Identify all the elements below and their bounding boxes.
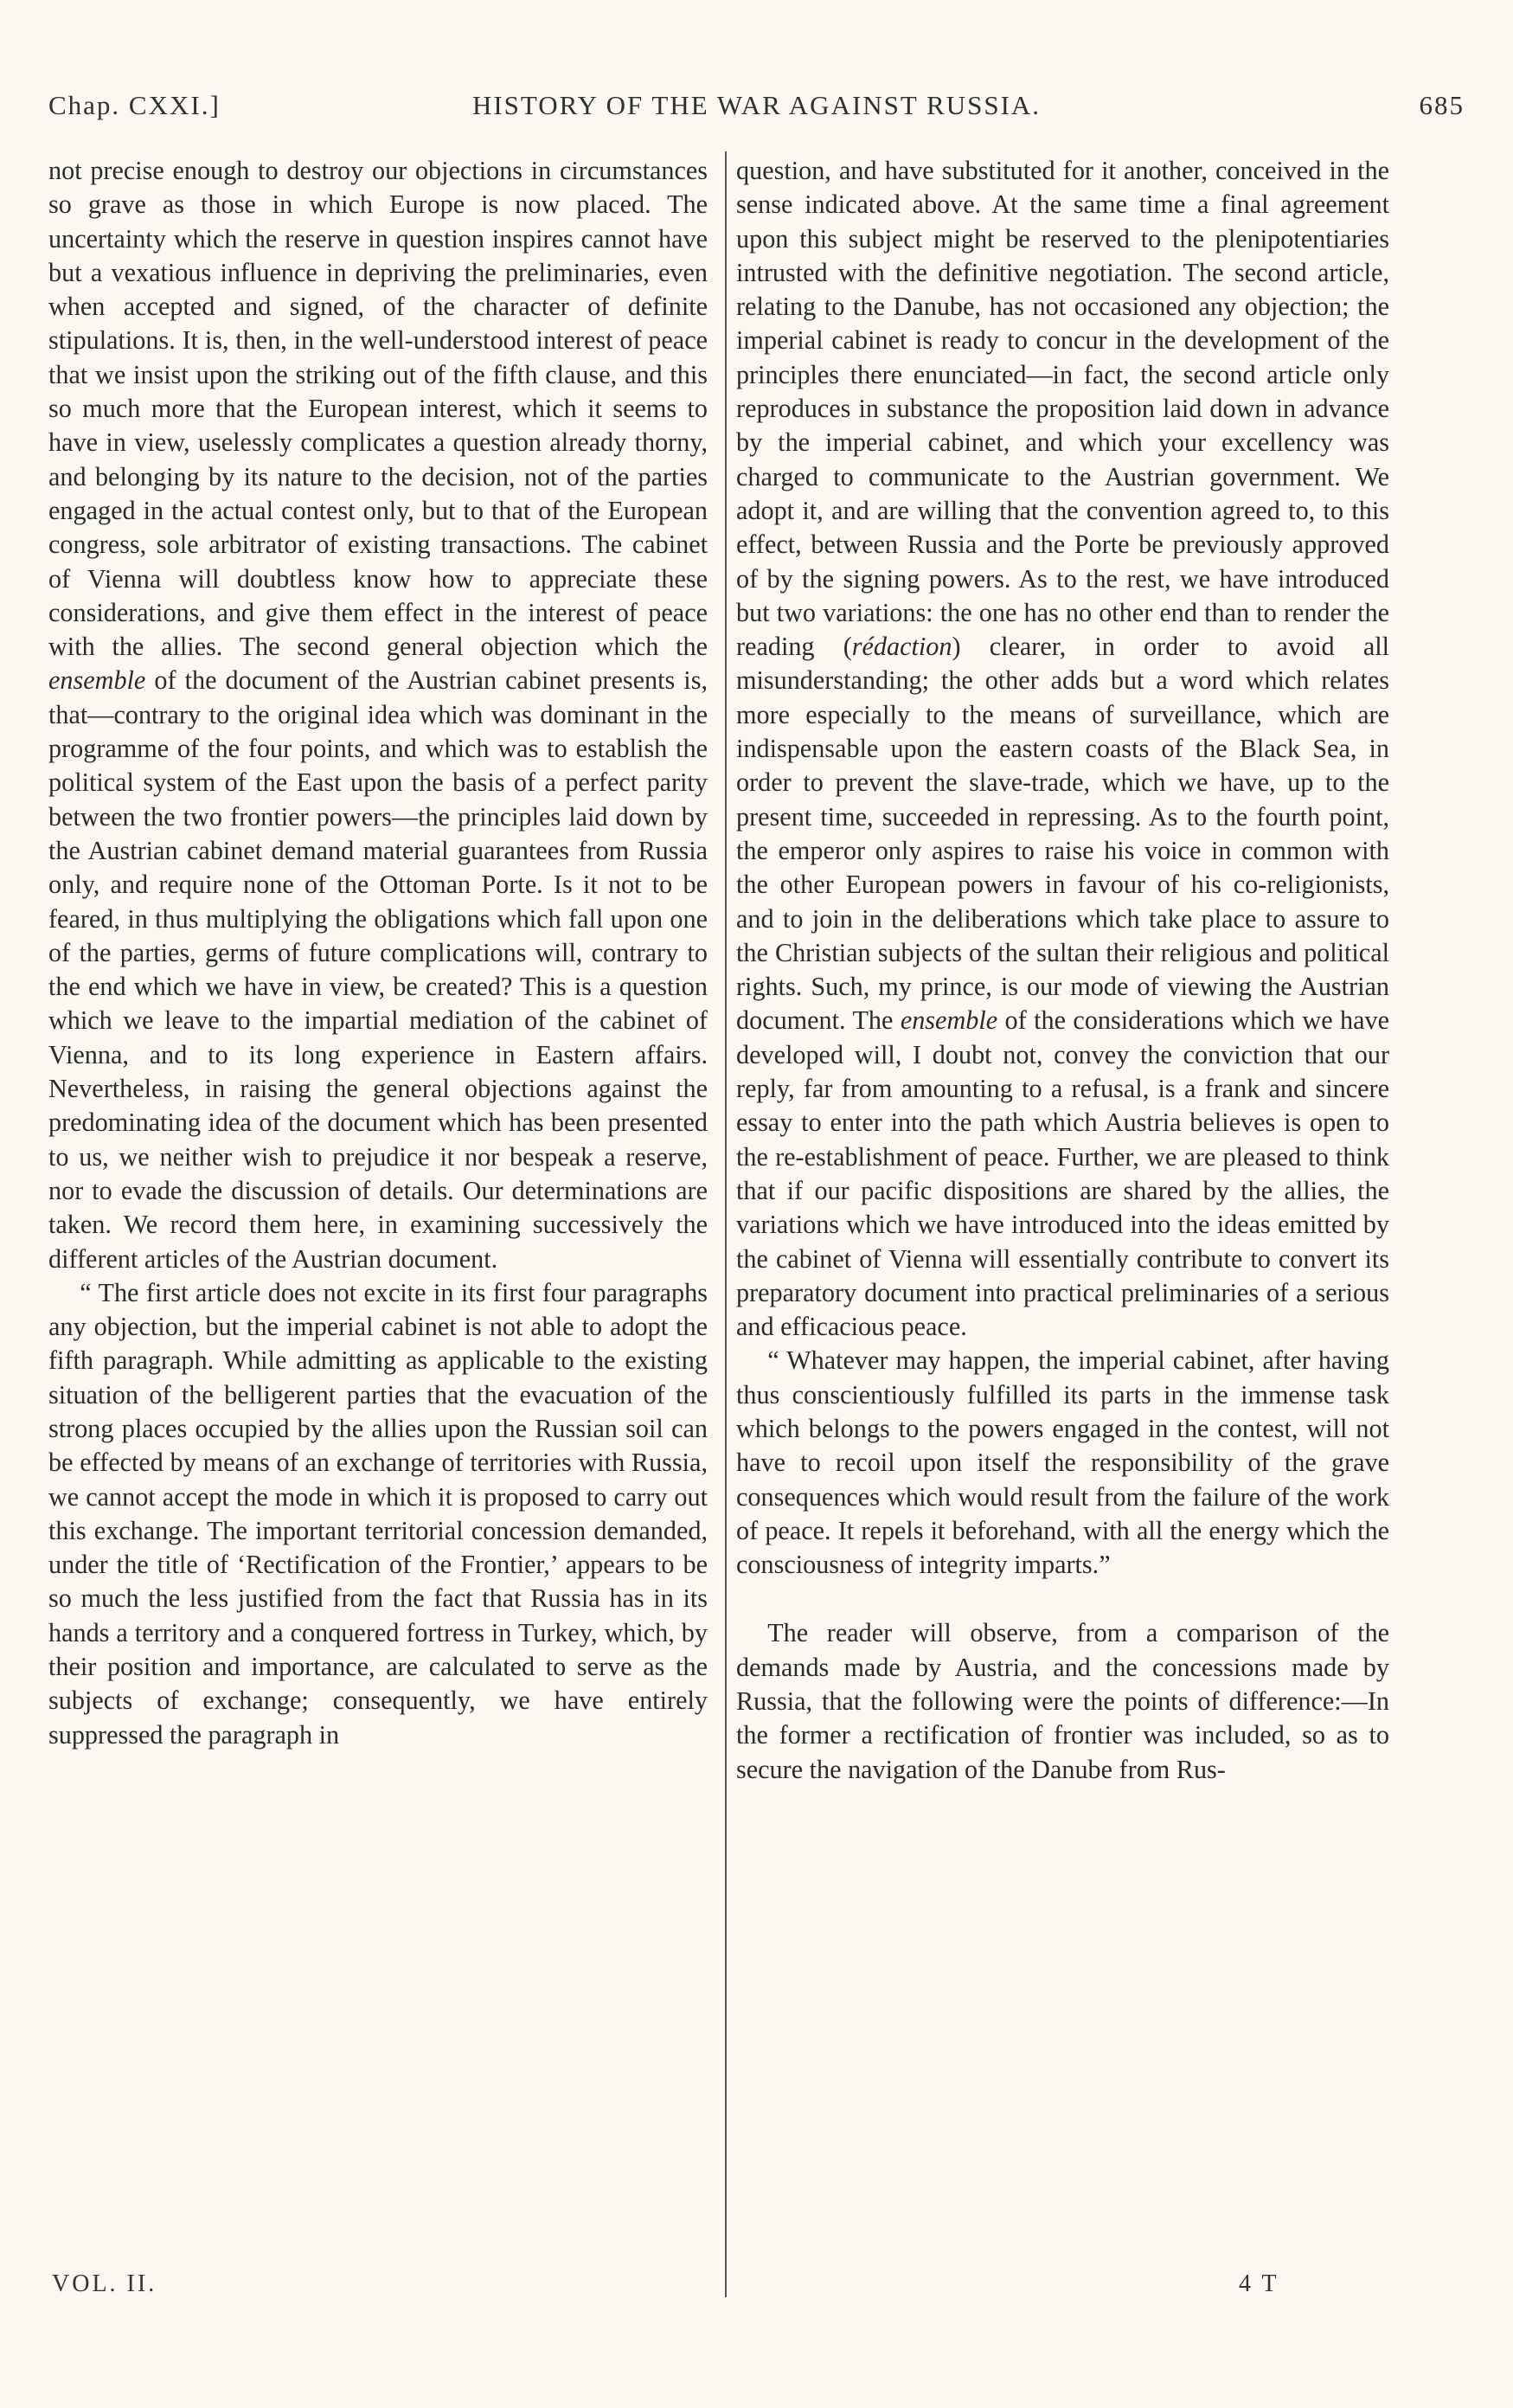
column-divider — [725, 151, 727, 2297]
right-paragraph-3: The reader will observe, from a comparison of the demands made by Austria, and the concessions made by Russia, that the following were the points of difference:—In the former a rectification of frontier was included, so as to secure the navigation of the Danube from Rus- — [736, 1618, 1389, 1784]
text-run: of the considerations which we have developed will, I doubt not, convey the conviction that our reply, far from amounting to a refusal, is a frank and sincere essay to enter into the path which Austria believes is open to the re-establishment of peace. Further, we are pleased to think that if our pacific dispositions are shared by the allies, the variations which we have introduced into the ideas emitted by the cabinet of Vienna will essentially contribute to convert its preparatory document into practical preliminaries of a serious and efficacious peace. — [736, 1005, 1389, 1342]
paragraph-gap — [736, 1582, 1389, 1616]
running-header — [48, 90, 1465, 128]
text-run: not precise enough to destroy our objections in circumstances so grave as those in which Europe is now placed. The uncertainty which the reserve in question inspires cannot have but a vexatious influence in depriving the preliminaries, even when accepted and signed, of the character of definite stipulations. It is, then, in the well-understood interest of peace that we insist upon the striking out of the fifth clause, and this so much more that the European interest, which it seems to have in view, uselessly complicates a question already thorny, and belonging by its nature to the decision, not of the parties engaged in the actual contest only, but to that of the European congress, sole arbitrator of existing transactions. The cabinet of Vienna will doubtless know how to appreciate these considerations, and give them effect in the interest of peace with the allies. The second general objection which the — [48, 156, 708, 662]
page-number: 685 — [1419, 90, 1465, 120]
signature-mark: 4 T — [1239, 2270, 1279, 2297]
right-paragraph-1 — [736, 154, 1389, 1344]
text-run: ) clearer, in order to avoid all misunderstanding; the other adds but a word which relates more especially to the means of surveillance, which are indispensable upon the eastern coasts of the Black Sea, in order to prevent the slave-trade, which we have, up to the present time, succeeded in repressing. As to the fourth point, the emperor only aspires to raise his voice in common with the other European powers in favour of his co-religionists, and to join in the deliberations which take place to assure to the Christian subjects of the sultan their religious and political rights. Such, my prince, is our mode of viewing the Austrian document. The — [736, 632, 1389, 1036]
left-paragraph-1 — [48, 154, 708, 1276]
chapter-label: Chap. CXXI.] — [48, 90, 221, 120]
running-title: HISTORY OF THE WAR AGAINST RUSSIA. — [471, 90, 1042, 120]
left-paragraph-2: “ The first article does not excite in its first four paragraphs any objection, but the imperial cabinet is not able to adopt the fifth paragraph. While admitting as applicable to the existing situation of the belligerent parties that the evacuation of the strong places occupied by the allies upon the Russian soil can be effected by means of an exchange of territories with Russia, we cannot accept the mode in which it is proposed to carry out this exchange. The important territorial concession demanded, under the title of ‘Rectification of the Frontier,’ appears to be so much the less justified from the fact that Russia has in its hands a territory and a conquered fortress in Turkey, which, by their position and importance, are calculated to serve as the subjects of exchange; consequently, we have entirely suppressed the paragraph in — [48, 1277, 708, 1750]
volume-mark: VOL. II. — [52, 2270, 157, 2297]
right-paragraph-2: “ Whatever may happen, the imperial cabinet, after having thus conscientiously fulfilled its parts in the immense task which belongs to the powers engaged in the contest, will not have to recoil upon itself the responsibility of the grave consequences which would result from the failure of the work of peace. It repels it beforehand, with all the energy which the consciousness of integrity imparts.” — [736, 1345, 1389, 1580]
italic-term: rédaction — [851, 632, 952, 662]
text-run: of the document of the Austrian cabinet presents is, that—contrary to the original idea which was dominant in the programme of the four points, and which was to establish the political system of the East upon the basis of a perfect parity between the two frontier powers—the principles laid down by the Austrian cabinet demand material guarantees from Russia only, and require none of the Ottoman Porte. Is it not to be feared, in thus multiplying the obligations which fall upon one of the parties, germs of future complications will, contrary to the end which we have in view, be created? This is a question which we leave to the impartial mediation of the cabinet of Vienna, and to its long experience in Eastern affairs. Nevertheless, in raising the general objections against the predominating idea of the document which has been presented to us, we neither wish to prejudice it nor bespeak a reserve, nor to evade the discussion of details. Our determinations are taken. We record them here, in examining successively the different articles of the Austrian document. — [48, 665, 708, 1274]
left-column — [48, 154, 708, 1752]
italic-term: ensemble — [48, 665, 146, 696]
text-run: question, and have substituted for it another, conceived in the sense indicated above. At the same time a final agreement upon this subject might be reserved to the plenipotentiaries intrusted with the definitive negotiation. The second article, relating to the Danube, has not occasioned any objection; the imperial cabinet is ready to concur in the development of the principles there enunciated—in fact, the second article only reproduces in substance the proposition laid down in advance by the imperial cabinet, and which your excellency was charged to communicate to the Austrian government. We adopt it, and are willing that the convention agreed to, to this effect, between Russia and the Porte be previously approved of by the signing powers. As to the rest, we have introduced but two variations: the one has no other end than to render the reading ( — [736, 156, 1389, 662]
italic-term: ensemble — [900, 1005, 998, 1036]
right-column — [736, 154, 1389, 1787]
